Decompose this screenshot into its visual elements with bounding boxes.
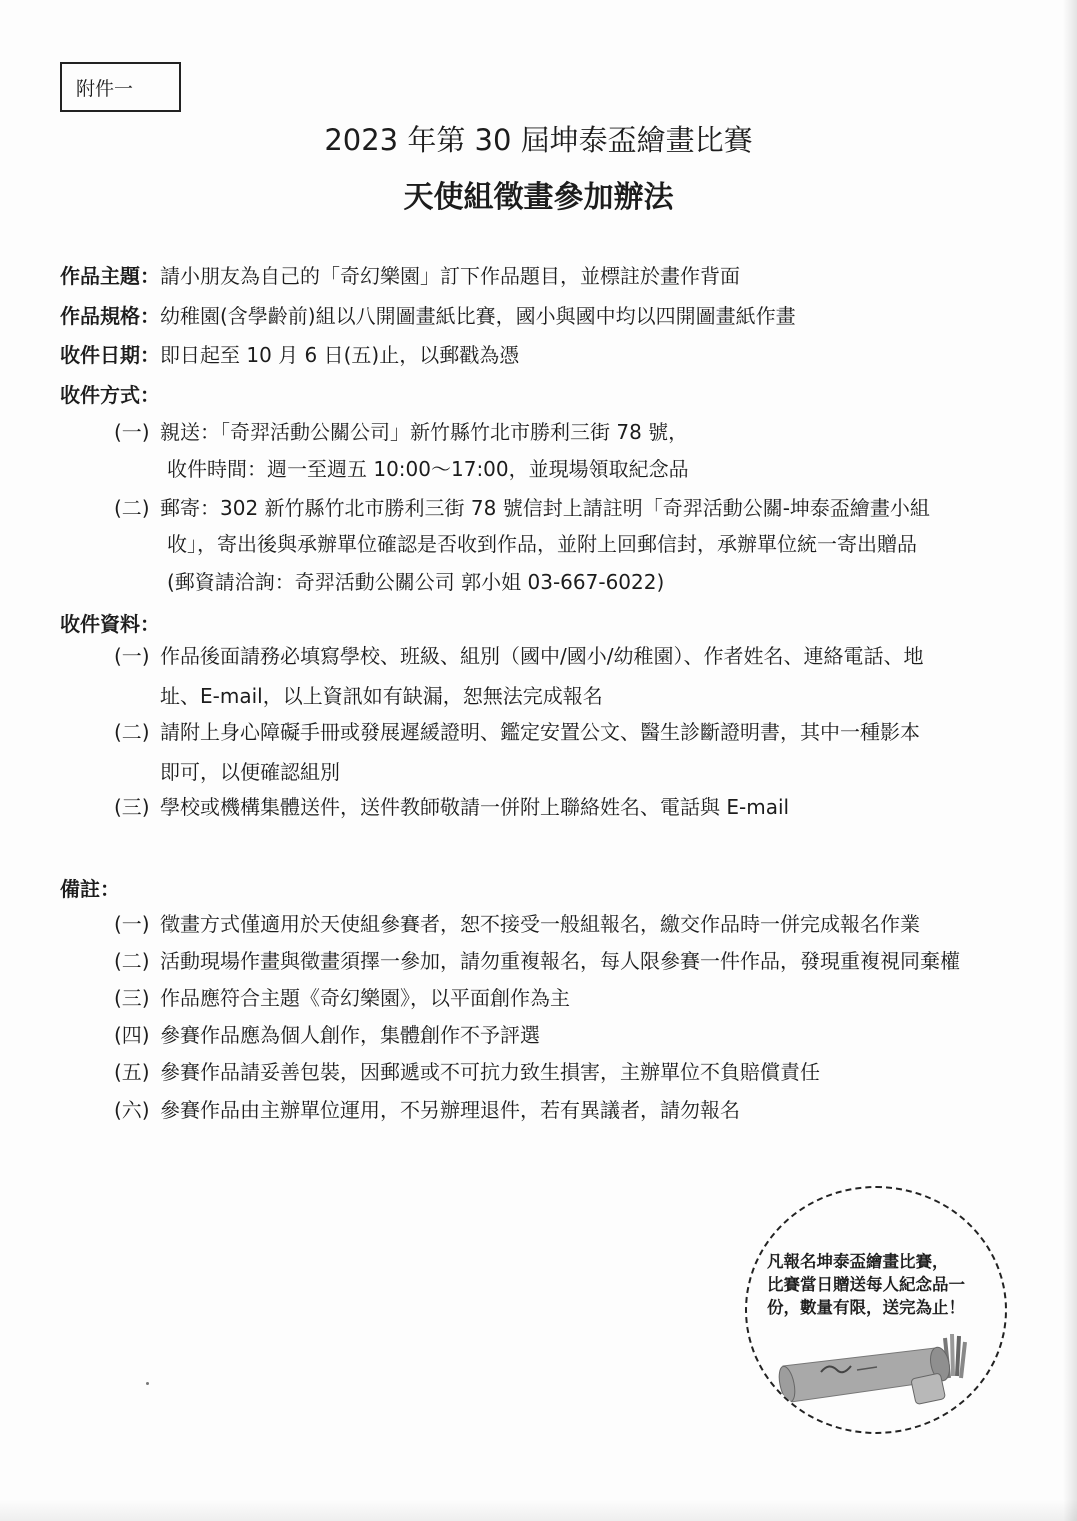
document-title: 2023 年第 30 屆坤泰盃繪畫比賽: [324, 123, 753, 157]
document-subtitle: 天使組徵畫參加辦法: [403, 180, 674, 215]
materials-item-3: [114, 793, 789, 821]
delivery-item-1-line-2: 收件時間：週一至週五 10:00～17:00，並現場領取紀念品: [167, 457, 689, 481]
materials-item-3-line-1: 學校或機構集體送件，送件教師敬請一併附上聯絡姓名、電話與 E-mail: [160, 795, 790, 819]
souvenir-stamp: [745, 1186, 1007, 1434]
notes-item-4-index: (四): [114, 1023, 150, 1047]
materials-item-1: [114, 642, 923, 670]
theme-text: 請小朋友為自己的「奇幻樂園」訂下作品題目，並標註於畫作背面: [160, 264, 740, 288]
delivery-item-2-line-2: 收」，寄出後與承辦單位確認是否收到作品，並附上回郵信封，承辦單位統一寄出贈品: [167, 532, 917, 556]
notes-item-3: [114, 984, 570, 1012]
scan-speck: [146, 1382, 149, 1385]
materials-item-3-index: (三): [114, 795, 150, 819]
delivery-item-2-index: (二): [114, 496, 150, 520]
materials-item-2-index: (二): [114, 720, 150, 744]
materials-item-2-line-2: 即可，以便確認組別: [160, 760, 340, 784]
materials-label: 收件資料：: [60, 612, 160, 636]
notes-label: 備註：: [60, 877, 120, 901]
delivery-item-1: [114, 418, 688, 446]
notes-item-3-index: (三): [114, 986, 150, 1010]
delivery-item-2-line-3: (郵資請洽詢：奇羿活動公關公司 郭小姐 03-667-6022): [167, 570, 665, 594]
souvenir-stamp-line-2: 比賽當日贈送每人紀念品一: [767, 1275, 965, 1294]
souvenir-tube-image: [777, 1326, 977, 1416]
notes-item-5-text: 參賽作品請妥善包裝，因郵遞或不可抗力致生損害，主辦單位不負賠償責任: [160, 1060, 820, 1084]
theme-label: 作品主題：: [60, 264, 160, 288]
materials-item-1-index: (一): [114, 644, 150, 668]
deadline-text: 即日起至 10 月 6 日(五)止，以郵戳為憑: [160, 343, 520, 367]
notes-item-2-text: 活動現場作畫與徵畫須擇一參加，請勿重複報名，每人限參賽一件作品，發現重複視同棄權: [160, 949, 960, 973]
notes-item-4-text: 參賽作品應為個人創作，集體創作不予評選: [160, 1023, 540, 1047]
souvenir-stamp-line-1: 凡報名坤泰盃繪畫比賽，: [767, 1252, 949, 1271]
spec-label: 作品規格：: [60, 304, 160, 328]
attachment-label: 附件一: [76, 77, 134, 100]
delivery-item-1-index: (一): [114, 420, 150, 444]
souvenir-stamp-line-3: 份，數量有限，送完為止！: [767, 1298, 965, 1317]
notes-item-2-index: (二): [114, 949, 150, 973]
notes-item-6-text: 參賽作品由主辦單位運用，不另辦理退件，若有異議者，請勿報名: [160, 1098, 740, 1122]
delivery-item-1-line-1: 親送：「奇羿活動公關公司」新竹縣竹北市勝利三街 78 號，: [160, 420, 689, 444]
materials-item-2-line-1: 請附上身心障礙手冊或發展遲緩證明、鑑定安置公文、醫生診斷證明書，其中一種影本: [160, 720, 920, 744]
materials-item-1-line-1: 作品後面請務必填寫學校、班級、組別（國中/國小/幼稚園）、作者姓名、連絡電話、地: [160, 644, 924, 668]
deadline-label: 收件日期：: [60, 343, 160, 367]
tube-icon: [777, 1346, 952, 1405]
notes-item-6-index: (六): [114, 1098, 150, 1122]
spec-text: 幼稚園(含學齡前)組以八開圖畫紙比賽，國小與國中均以四開圖畫紙作畫: [160, 304, 796, 328]
notes-item-2: [114, 947, 960, 975]
notes-item-3-text: 作品應符合主題《奇幻樂園》，以平面創作為主: [160, 986, 570, 1010]
theme-row: [60, 262, 740, 290]
notes-item-5-index: (五): [114, 1060, 150, 1084]
page-bottom-shadow: [0, 1499, 1077, 1521]
notes-item-6: [114, 1096, 740, 1124]
delivery-label: 收件方式：: [60, 383, 160, 407]
souvenir-stamp-text: [767, 1250, 999, 1319]
attachment-label-box: [60, 62, 181, 112]
notes-item-5: [114, 1058, 820, 1086]
deadline-row: [60, 341, 519, 369]
materials-item-2: [114, 718, 920, 746]
delivery-item-2: [114, 494, 930, 522]
page-edge-shadow: [1063, 0, 1077, 1521]
notes-item-1-index: (一): [114, 912, 150, 936]
notes-item-1-text: 徵畫方式僅適用於天使組參賽者，恕不接受一般組報名，繳交作品時一併完成報名作業: [160, 912, 920, 936]
materials-item-1-line-2: 址、E-mail，以上資訊如有缺漏，恕無法完成報名: [160, 684, 603, 708]
notes-item-1: [114, 910, 920, 938]
delivery-item-2-line-1: 郵寄：302 新竹縣竹北市勝利三街 78 號信封上請註明「奇羿活動公關-坤泰盃繪畫小組: [160, 496, 930, 520]
notes-item-4: [114, 1021, 540, 1049]
spec-row: [60, 302, 796, 330]
